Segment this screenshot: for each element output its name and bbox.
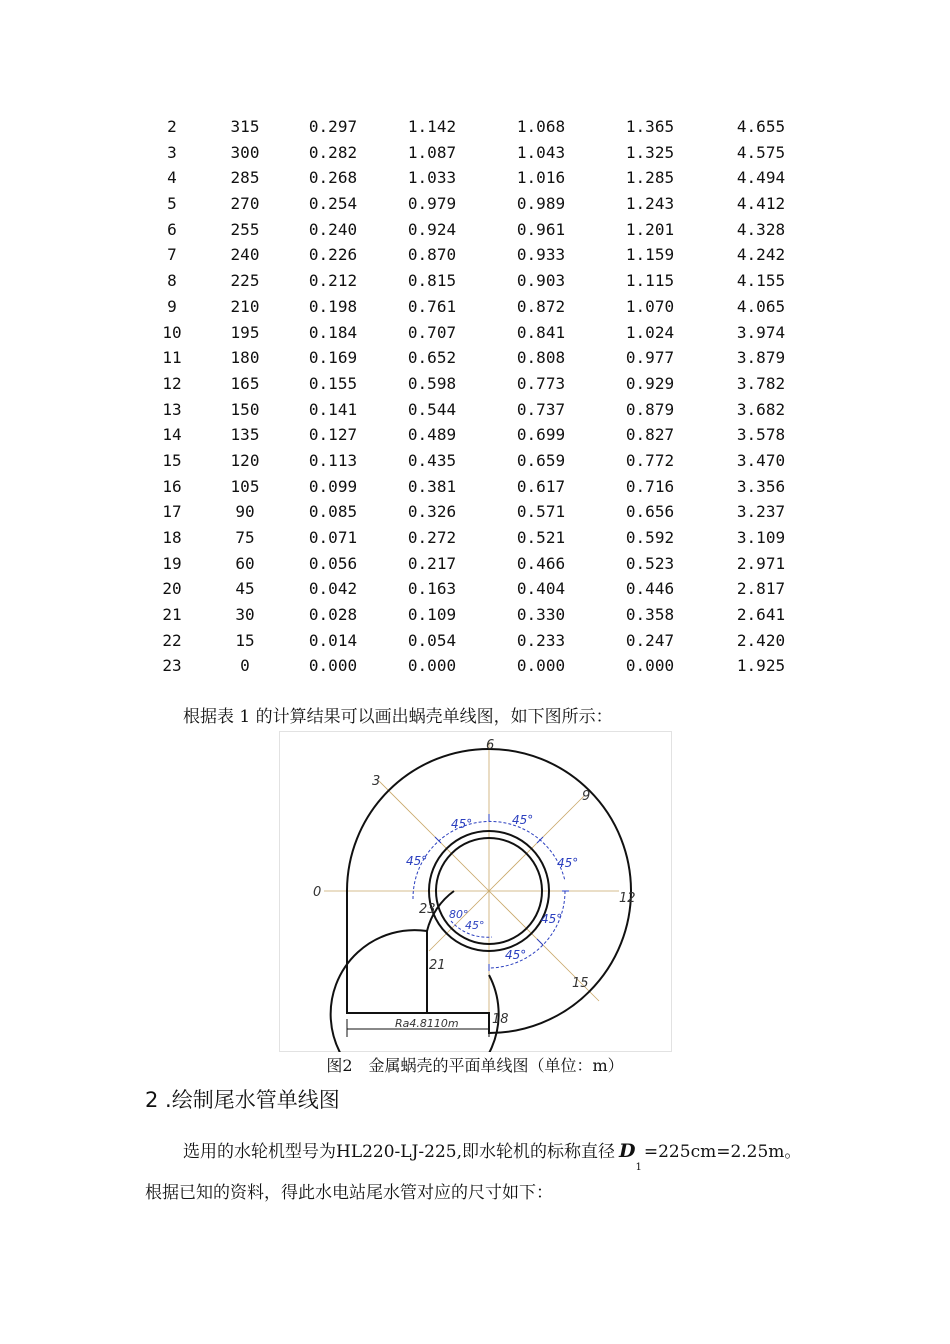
table-cell: 1.033 (407, 168, 457, 188)
table-cell: 0.198 (308, 296, 358, 316)
table-cell: 15 (162, 450, 182, 470)
table-cell: 1.201 (625, 219, 675, 239)
table-cell: 0.933 (516, 245, 566, 265)
table-cell: 1.925 (736, 656, 786, 676)
angle-label-6: 45° (505, 948, 527, 962)
table-cell: 20 (162, 579, 182, 599)
table-cell: 0.571 (516, 502, 566, 522)
label-9: 9 (582, 789, 591, 804)
table-cell: 3.578 (736, 425, 786, 445)
table-cell: 7 (167, 245, 177, 265)
table-cell: 75 (235, 528, 255, 547)
table-cell: 0.226 (308, 245, 358, 265)
table-cell: 285 (230, 168, 260, 188)
table-cell: 0.330 (516, 605, 566, 625)
section-heading: 2 .绘制尾水管单线图 (145, 1088, 340, 1112)
table-cell: 15 (235, 630, 255, 650)
table-cell: 0.699 (516, 425, 566, 445)
label-15: 15 (572, 976, 589, 991)
angle-label-2: 45° (512, 813, 534, 827)
table-cell: 12 (162, 373, 182, 393)
angle-label-1: 45° (451, 817, 473, 831)
table-cell: 19 (162, 553, 182, 573)
table-cell: 0.961 (516, 219, 566, 239)
table-cell: 0.773 (516, 373, 566, 393)
table-cell: 90 (235, 502, 255, 522)
label-21: 21 (429, 958, 446, 973)
table-cell: 270 (230, 194, 260, 214)
table-cell: 0.659 (516, 450, 566, 470)
table-cell: 3.782 (736, 373, 786, 393)
table-cell: 210 (230, 296, 260, 316)
table-cell: 0.446 (625, 579, 675, 599)
table-row (120, 525, 820, 551)
table-cell: 0.169 (308, 348, 358, 368)
table-cell: 165 (230, 373, 260, 393)
table-cell: 18 (162, 528, 182, 547)
table-cell: 0.326 (407, 502, 457, 522)
table-cell: 2 (167, 117, 177, 136)
table-cell: 0.707 (407, 322, 457, 342)
table-cell: 1.016 (516, 168, 566, 188)
table-row (120, 140, 820, 166)
table-row (120, 191, 820, 217)
table-row (120, 345, 820, 371)
table-cell: 0.212 (308, 271, 358, 291)
label-23: 23 (419, 902, 436, 917)
table-cell: 135 (230, 425, 260, 445)
dimension-label: Ra4.8110m (395, 1017, 459, 1030)
table-cell: 3.237 (736, 502, 786, 522)
table-cell: 150 (230, 399, 260, 419)
table-cell: 0.521 (516, 528, 566, 547)
table-cell: 0.772 (625, 450, 675, 470)
table-cell: 315 (230, 117, 260, 136)
table-cell: 1.087 (407, 142, 457, 162)
table-cell: 23 (162, 656, 182, 676)
paragraph-turbine-pre: 选用的水轮机型号为HL220-LJ-225,即水轮机的标称直径 (183, 1142, 616, 1162)
table-cell: 300 (230, 142, 260, 162)
diameter-symbol: D (619, 1140, 636, 1162)
table-cell: 3.109 (736, 528, 786, 547)
label-6: 6 (486, 738, 495, 753)
table-cell: 21 (162, 605, 182, 625)
table-row (120, 268, 820, 294)
table-cell: 3.470 (736, 450, 786, 470)
table-cell: 0.815 (407, 271, 457, 291)
table-cell: 0.358 (625, 605, 675, 625)
table-cell: 0.085 (308, 502, 358, 522)
table-cell: 3 (167, 142, 177, 162)
table-cell: 9 (167, 296, 177, 316)
table-row (120, 576, 820, 602)
table-cell: 4.412 (736, 194, 786, 214)
table-cell: 0.297 (308, 117, 358, 136)
table-cell: 0.652 (407, 348, 457, 368)
table-cell: 0.598 (407, 373, 457, 393)
table-cell: 3.356 (736, 476, 786, 496)
table-cell: 3.682 (736, 399, 786, 419)
table-cell: 0.841 (516, 322, 566, 342)
table-cell: 0.656 (625, 502, 675, 522)
table-cell: 0.435 (407, 450, 457, 470)
table-cell: 0.870 (407, 245, 457, 265)
table-cell: 0.808 (516, 348, 566, 368)
table-cell: 1.365 (625, 117, 675, 136)
table-cell: 10 (162, 322, 182, 342)
label-0: 0 (313, 885, 322, 900)
table-cell: 2.817 (736, 579, 786, 599)
table-cell: 2.641 (736, 605, 786, 625)
angle-label-7: 80° (449, 908, 469, 921)
table-cell: 1.243 (625, 194, 675, 214)
table-cell: 255 (230, 219, 260, 239)
table-cell: 22 (162, 630, 182, 650)
table-cell: 0.247 (625, 630, 675, 650)
table-cell: 2.420 (736, 630, 786, 650)
table-cell: 0.028 (308, 605, 358, 625)
table-cell: 0.217 (407, 553, 457, 573)
table-cell: 0.979 (407, 194, 457, 214)
table-cell: 0.381 (407, 476, 457, 496)
table-cell: 1.070 (625, 296, 675, 316)
table-cell: 1.285 (625, 168, 675, 188)
table-cell: 0.924 (407, 219, 457, 239)
volute-single-line-diagram (279, 731, 672, 1052)
table-cell: 0.872 (516, 296, 566, 316)
table-cell: 0.184 (308, 322, 358, 342)
figure-caption: 图2 金属蜗壳的平面单线图（单位：m） (326, 1056, 624, 1075)
table-cell: 0.272 (407, 528, 457, 547)
table-cell: 195 (230, 322, 260, 342)
table-cell: 45 (235, 579, 255, 599)
table-cell: 3.879 (736, 348, 786, 368)
table-cell: 1.325 (625, 142, 675, 162)
table-cell: 0.141 (308, 399, 358, 419)
table-row (120, 448, 820, 474)
table-cell: 0.254 (308, 194, 358, 214)
table-cell: 0.000 (516, 656, 566, 676)
label-12: 12 (619, 891, 636, 906)
table-cell: 14 (162, 425, 182, 445)
table-cell: 0.000 (407, 656, 457, 676)
table-cell: 0.113 (308, 450, 358, 470)
table-cell: 4.065 (736, 296, 786, 316)
table-cell: 1.068 (516, 117, 566, 136)
table-cell: 225 (230, 271, 260, 291)
table-cell: 4.328 (736, 219, 786, 239)
angle-label-4: 45° (557, 856, 579, 870)
table-cell: 17 (162, 502, 182, 522)
table-row (120, 551, 820, 577)
table-cell: 0.127 (308, 425, 358, 445)
table-row (120, 602, 820, 628)
table-row (120, 474, 820, 500)
table-cell: 6 (167, 219, 177, 239)
table-cell: 0.099 (308, 476, 358, 496)
table-cell: 0.014 (308, 630, 358, 650)
table-row (120, 653, 820, 679)
table-cell: 13 (162, 399, 182, 419)
table-cell: 240 (230, 245, 260, 265)
table-cell: 1.043 (516, 142, 566, 162)
table-cell: 120 (230, 450, 260, 470)
table-cell: 4.494 (736, 168, 786, 188)
table-row (120, 242, 820, 268)
paragraph-intro: 根据表 1 的计算结果可以画出蜗壳单线图，如下图所示： (183, 707, 613, 727)
table-cell: 0.042 (308, 579, 358, 599)
table-cell: 4 (167, 168, 177, 188)
table-row (120, 397, 820, 423)
table-cell: 1.142 (407, 117, 457, 136)
table-cell: 0.489 (407, 425, 457, 445)
angle-label-3: 45° (406, 854, 428, 868)
table-row (120, 371, 820, 397)
table-cell: 11 (162, 348, 182, 368)
table-row (120, 320, 820, 346)
label-18: 18 (492, 1012, 509, 1027)
table-cell: 0.000 (308, 656, 358, 676)
table-row (120, 628, 820, 654)
angle-label-5: 45° (541, 912, 563, 926)
table-cell: 0.827 (625, 425, 675, 445)
table-cell: 105 (230, 476, 260, 496)
volute-table (120, 114, 820, 679)
table-cell: 4.155 (736, 271, 786, 291)
table-cell: 4.575 (736, 142, 786, 162)
table-cell: 0.071 (308, 528, 358, 547)
table-cell: 16 (162, 476, 182, 496)
table-cell: 4.655 (736, 117, 786, 136)
table-cell: 0.282 (308, 142, 358, 162)
table-cell: 180 (230, 348, 260, 368)
table-cell: 4.242 (736, 245, 786, 265)
label-3: 3 (372, 774, 381, 789)
table-cell: 0.544 (407, 399, 457, 419)
table-cell: 5 (167, 194, 177, 214)
table-cell: 0.761 (407, 296, 457, 316)
figure-frame (280, 732, 672, 1052)
table-row (120, 499, 820, 525)
table-cell: 3.974 (736, 322, 786, 342)
angle-label-8: 45° (465, 919, 485, 932)
table-cell: 0.240 (308, 219, 358, 239)
table-cell: 0.000 (625, 656, 675, 676)
table-cell: 0.054 (407, 630, 457, 650)
table-cell: 0.155 (308, 373, 358, 393)
table-cell: 0.466 (516, 553, 566, 573)
table-cell: 2.971 (736, 553, 786, 573)
table-cell: 0.617 (516, 476, 566, 496)
table-cell: 1.024 (625, 322, 675, 342)
table-cell: 0.903 (516, 271, 566, 291)
diameter-subscript: 1 (635, 1162, 642, 1173)
table-cell: 0.109 (407, 605, 457, 625)
table-cell: 0.163 (407, 579, 457, 599)
table-cell: 0.233 (516, 630, 566, 650)
table-row (120, 217, 820, 243)
table-cell: 0.737 (516, 399, 566, 419)
table-cell: 0.977 (625, 348, 675, 368)
table-cell: 0.929 (625, 373, 675, 393)
paragraph-turbine-post: =225cm=2.25m。 (643, 1142, 802, 1162)
paragraph-turbine (183, 1139, 802, 1173)
table-row (120, 294, 820, 320)
table-cell: 0.989 (516, 194, 566, 214)
table-cell: 30 (235, 605, 255, 625)
table-cell: 1.115 (625, 271, 675, 291)
paragraph-draft-tube: 根据已知的资料，得此水电站尾水管对应的尺寸如下： (145, 1183, 553, 1203)
table-cell: 0.592 (625, 528, 675, 547)
table-row (120, 114, 820, 140)
table-cell: 60 (235, 553, 255, 573)
table-cell: 0 (240, 656, 250, 676)
table-cell: 0.268 (308, 168, 358, 188)
table-cell: 0.056 (308, 553, 358, 573)
table-cell: 1.159 (625, 245, 675, 265)
table-row (120, 422, 820, 448)
table-row (120, 165, 820, 191)
table-cell: 0.404 (516, 579, 566, 599)
table-cell: 0.716 (625, 476, 675, 496)
table-cell: 0.523 (625, 553, 675, 573)
table-cell: 0.879 (625, 399, 675, 419)
table-cell: 8 (167, 271, 177, 291)
